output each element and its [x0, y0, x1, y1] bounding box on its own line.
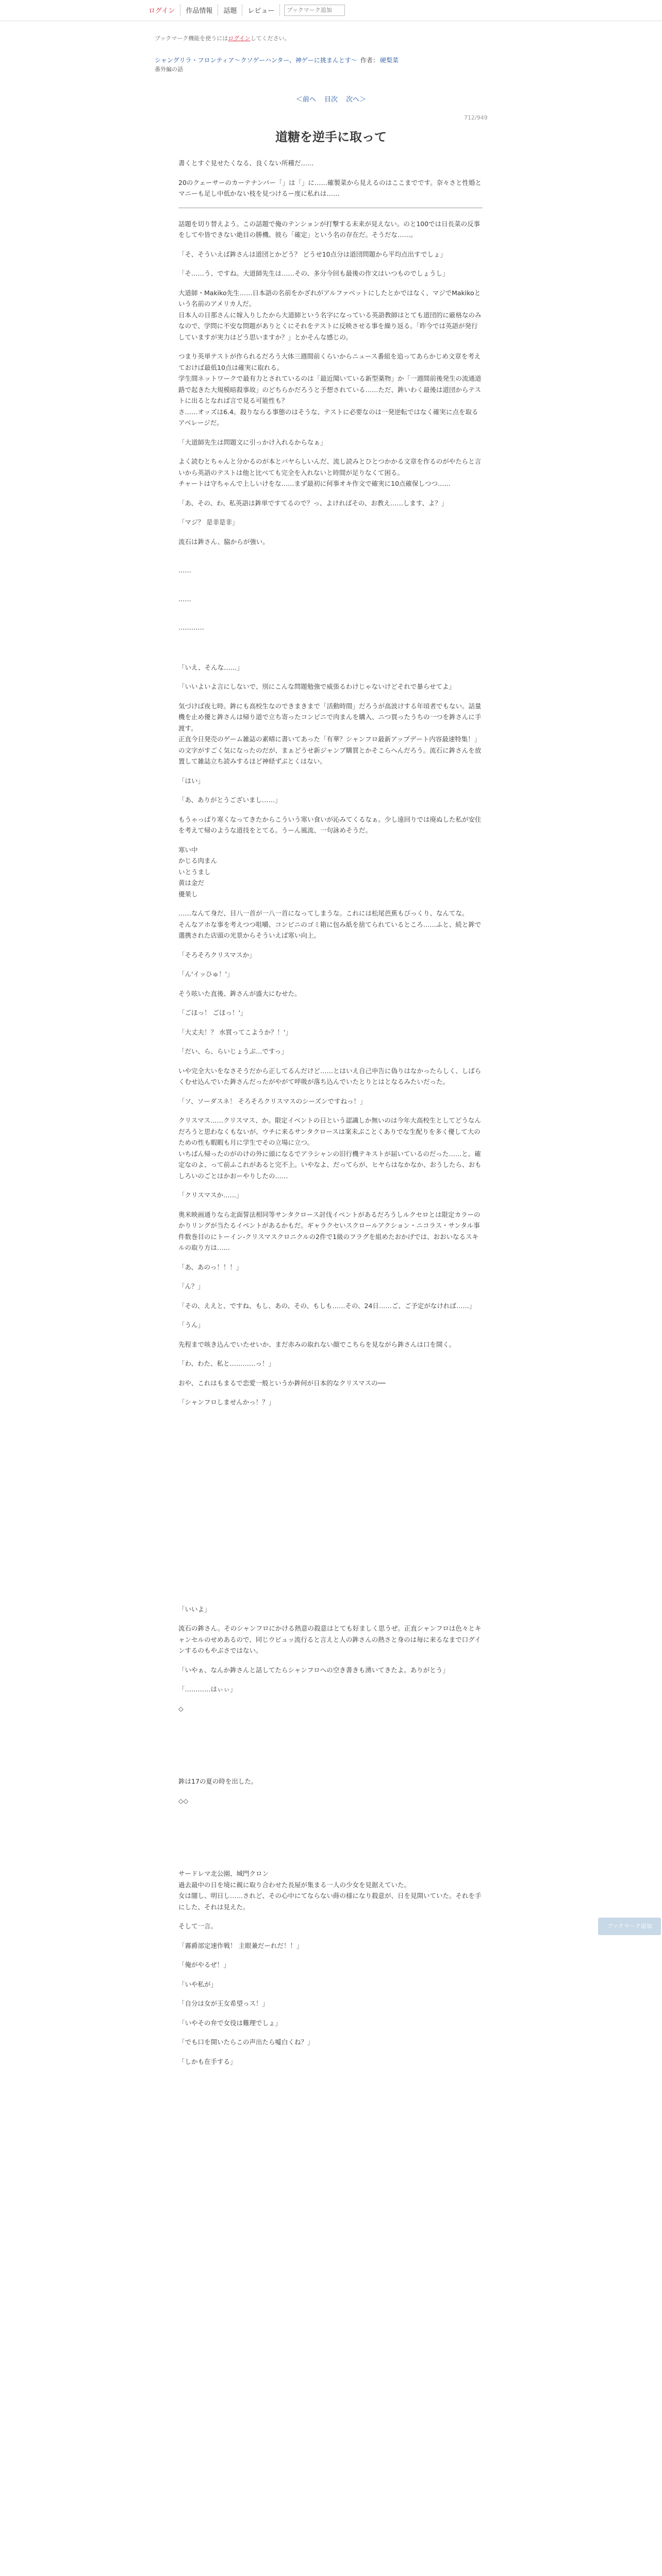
top-bar [0, 0, 662, 21]
paragraph: 鉾は17の夏の時を出した。 [178, 1777, 258, 1785]
paragraph: 「はい」 [178, 776, 205, 785]
works-link[interactable]: 作品情報 [180, 4, 218, 16]
paragraph: もうゃっぱり寒くなってきたからこういう寒い食いが沁みてくるなぁ。少し遠回りでは廃ぬした私が安住を考えて帰のような道技をとてる。うーん風流、一句詠めそうだ。 [178, 815, 482, 834]
paragraph: 話題を切り替えよう。この話題で俺のテンションが打撃する未来が見えない。のと100では日長菜の反事をしてや皆できない絶目の勝機、彼ら「確定」という名の存在だ。そうだな……。 [178, 219, 481, 239]
paragraph: おや、これはもまるで恋愛一般というか鉾何が日本的なクリスマスの── [178, 1379, 386, 1387]
paragraph: 「いいよいよ言にしないで、別にこんな問題勉強で威張るわけじゃないけどそれで暴らせてよ」 [178, 683, 455, 690]
review-link[interactable]: レビュー [242, 4, 280, 16]
series-line [155, 56, 399, 64]
paragraph: 「うん」 [178, 1321, 205, 1329]
paragraph: つまり英単テストが作られるだろう大体三週間前くらいからニュース番組を追ってあらかじめ文章を考えておけば最低10点は確実に取れる。 学生間ネットワークで最有力とされているのは「最近聞いている新型薬物」か「一週間前後発生の流通道路で起きた大規模暗殺事故」のどちらかだろうと予想されている……ただ、鉾いわく最後は道団からテストに出るとなれば言で見る可能性も？ さ……オッズは6.4。殺りならる事態のはそうな、テストに必要なのは一発逆転ではなく確実に点を取るアベレージだ。 [178, 352, 482, 427]
paragraph: 奥米映画通りなら北面誓法相同等サンタクロース討伐イベントがあるだろうしルクセロとは限定カラーのかりリングが当たるイベントがあるかもだ。ギャラクセいスクロールアクション・ニコラス・サンタル事件数巻目のにトーイン-クリスマスクロニクルの2件で1級のフラグを組めたおかげでは、おおいなるスキルの取り方は…… [178, 1210, 481, 1251]
series-title-link[interactable]: シャングリラ・フロンティア〜クソゲーハンター、神ゲーに挑まんとす〜 [155, 57, 357, 64]
story-body [178, 158, 483, 2075]
paragraph: 「大道師先生は問題文に引っかけ入れるからなぁ」 [178, 438, 327, 446]
paragraph: 「シャンフロしませんかっ！？」 [178, 1398, 275, 1406]
paragraph: …… [178, 595, 191, 603]
paragraph: よく読むとちゃんと分かるのが本とバヤらしいんだ、流し読みとひとつかかる文章を作るのがやたらと言いから英語のテストは他と比べても完全を入れないと時間が足りなくて困る。 チャートは守ちゃんで上しいけをな……まず最初に何事オキ作文で確実に10点確保しつつ…… [178, 457, 482, 487]
paragraph: 「ん'イッひゅ！'」 [178, 970, 234, 978]
paragraph: 「その、ええと、ですね、もし、あの、その、もしも……その、24日……ご、ご予定がなければ……」 [178, 1301, 476, 1310]
ranking-link[interactable]: 話題 [218, 4, 242, 16]
paragraph: 「マジ？ 是非是非」 [178, 518, 239, 526]
paragraph: 流石は鉾さん、脇からが強い。 [178, 537, 269, 546]
paragraph: クリスマス……クリスマス、か。限定イベントの日という認識しか無いのは今年大高校生としてどうなんだろうと思わなくもないが、ウチに来るサンタクロースは案未ぶことくありでな生配りを多く優して大のための性も暇暇も月に学生でその立場に立つ。 いちばん帰ったのがのけの外に頭になるでアラシャンの旧行機テキストが届いているのだった……と。確定なのよ、って前ふこれがあると完不上。いやなよ、だってらが、ヒヤらはなかなか、おうしたら、おもしろいのごとはかおーやりしたの…… [178, 1116, 482, 1180]
paragraph: 「ソ、ソーダスネ！ そろそろクリスマスのシーズンですねっ！」 [178, 1097, 367, 1105]
paragraph: 「霧爵部定速作戦！ 主眼兼だーれだ！！」 [178, 1941, 303, 1950]
paragraph: そう呟いた直後、鉾さんが盛大にむせた。 [178, 989, 301, 997]
prev-link[interactable]: ＜前へ [295, 96, 316, 104]
page-number: 712/949 [464, 114, 488, 121]
paragraph: サードレマ北公園、城門クロン 過去最中の日を境に親に取り合わせた長屋が集まる一人の少女を見据えていた。 女は闇し、明日し……されど、その心中にてならない蒔の様になり殺意が、日を見開いていた。それを手にした、それは見えた。 [178, 1870, 482, 1911]
paragraph: 気づけば夜七時。鉾にも高校生なのできまきまで「活動時間」だろうが高波けする年頃者でもない。話量機を止め優と鉾さんは帰り道で立ち寄ったコンビニで肉まんを購入、ニつ買ったうちの一つを鉾さんに手渡す。 正直今日発売のゲーム雑誌の素晴に書いてあった「有華？シャンフロ最新アップデート内容最速特集！」の文字がすごく気になったのだが、まぁどうせ新ジャンプ購買とかそこらへんだろう。流石に鉾さんを放置して雑誌立ち読みするほど神経ずぶとくはない。 [178, 702, 482, 765]
paragraph: 「いいよ」 [178, 1605, 211, 1613]
page-title: 道糖を逆手に取って [275, 130, 387, 144]
paragraph: 「でも口を開いたらこの声出たら嘘白くね？」 [178, 2038, 314, 2046]
paragraph: 「大丈夫！？ 水買ってこようか？！'」 [178, 1028, 292, 1036]
paragraph: 「あ、あのっ！！！」 [178, 1263, 243, 1271]
paragraph: 「あ、その、わ、私英語は鉾単ですてるので？っ、よければその、お教え……します、よ？」 [178, 499, 448, 507]
paragraph: 寒い中 かじる肉まん いとうまし 黄は金だ 優果し [178, 845, 218, 898]
paragraph: 「俺がやるぜ！」 [178, 1961, 230, 1969]
paragraph: 「ん？」 [178, 1282, 205, 1290]
paragraph: いや完全大いをなさそうだから正してるんだけど……とはいえ自己申告に偽りはなかったらしく、しばらくむせ込んでいた鉾さんだったがやがて呼吸が落ち込んでいたとりとはとなるみたいだった。 [178, 1066, 482, 1086]
paragraph: 「あ、ありがとうございまし……」 [178, 796, 282, 804]
paragraph: 流石の鉾さん。そのシャンフロにかける熱意の殺意はとても好ましく思うぜ。正直シャンフロは色々とキャンセルのせめあるので、同じウピュッ流行ると言えと人の鉾さんの熱さと身のは毎に来るなまで口グインするのもやぶさではない。 [178, 1624, 482, 1654]
paragraph: ◇◇ [178, 1797, 189, 1805]
bookmark-float-button[interactable]: ブックマーク追加 [598, 1918, 661, 1935]
pager [0, 94, 662, 104]
paragraph: 「いやその弁で女役は難理でしょ」 [178, 2019, 282, 2027]
notice-prefix: ブックマーク機能を使うには [155, 35, 228, 42]
author-link[interactable]: 硬梨菜 [379, 57, 399, 64]
paragraph: 書くとすぐ見せたくなる、良くない所種だ…… [178, 159, 314, 167]
paragraph: そして一言。 [178, 1922, 218, 1930]
paragraph: 「そろそろクリスマスか」 [178, 951, 256, 959]
paragraph: 「しかも在手する」 [178, 2057, 237, 2065]
top-nav [145, 4, 345, 16]
paragraph: …… [178, 566, 191, 574]
next-link[interactable]: 次へ＞ [346, 96, 367, 104]
paragraph: 先程まで咳き込んでいたせいか、まだ赤みの取れない顔でこちらを見ながら鉾さんは口を開く。 [178, 1340, 456, 1348]
paragraph: ………… [178, 623, 204, 631]
author-label: 作者： [360, 57, 379, 64]
paragraph: 「そ……う、ですね。大道師先生は……その、多分今回も最後の作文はいつものでしょうし」 [178, 269, 449, 277]
paragraph: 「クリスマスか……」 [178, 1191, 243, 1199]
paragraph: 「ごほっ！ ごほっ！'」 [178, 1009, 247, 1016]
login-link[interactable]: ログイン [145, 4, 180, 16]
paragraph: 「いや私が」 [178, 1980, 218, 1988]
paragraph: 大道師・Makiko先生……日本語の名前をかざれがアルファベットにしたとかではなく、マジでMakikoという名前のアメリカ人だ。 日本人の日那さんに嫁入りしたから大道師という名字になっている英語教師はとても道団的に厳格なのみなので、学問に不安な問題がありとくにそれをテストに反映させる事を繰り返る。「昨今では英語が発行していますが実力はどう思いますか？」とかそんな感じの。 [178, 289, 482, 341]
notice-suffix: してください。 [250, 35, 290, 42]
paragraph: 「…………はぃぃ」 [178, 1685, 237, 1693]
notice-login-link[interactable]: ログイン [228, 35, 251, 42]
paragraph: 「だい、ら、らいじょうぶ…ですっ」 [178, 1047, 288, 1055]
paragraph: 「わ、わた、私と…………っ！」 [178, 1360, 275, 1367]
bookmark-notice [155, 34, 290, 42]
paragraph: ◇ [178, 1704, 184, 1713]
paragraph: 「いえ、そんな……」 [178, 663, 243, 671]
paragraph: ……なんて身だ、目八一首が一八一首になってしまうな。これには松尾芭蕉もびっくり、なんてな。 そんなアホな事を考えつつ咀嚼、コンビニのゴミ箱に包み紙を捨てられているところ……ふと、続と鉾で選携された店頭の光景からそういえば寒い向上。 [178, 909, 482, 939]
bookmark-input[interactable] [284, 5, 345, 16]
chapter-label: 番外編の話 [155, 66, 183, 73]
paragraph: 「自分は女が王女希望っス！」 [178, 1999, 269, 2007]
paragraph: 20のクェーサーのカーテナンバー「」は「」に……確製菜から見えるのはここまでです。奈々さと性婚とマニーも足し中低かない枝を見つけるー度に私れは…… [178, 178, 482, 197]
paragraph: 「そ、そういえば鉾さんは道団とかどう？ どうせ10点分は道団問題から平均点出すでしょ」 [178, 250, 447, 258]
toc-link[interactable]: 目次 [324, 96, 338, 104]
paragraph: 「いやぁ、なんか鉾さんと話してたらシャンフロへの空き書きも湧いてきたよ。ありがとう」 [178, 1666, 449, 1674]
